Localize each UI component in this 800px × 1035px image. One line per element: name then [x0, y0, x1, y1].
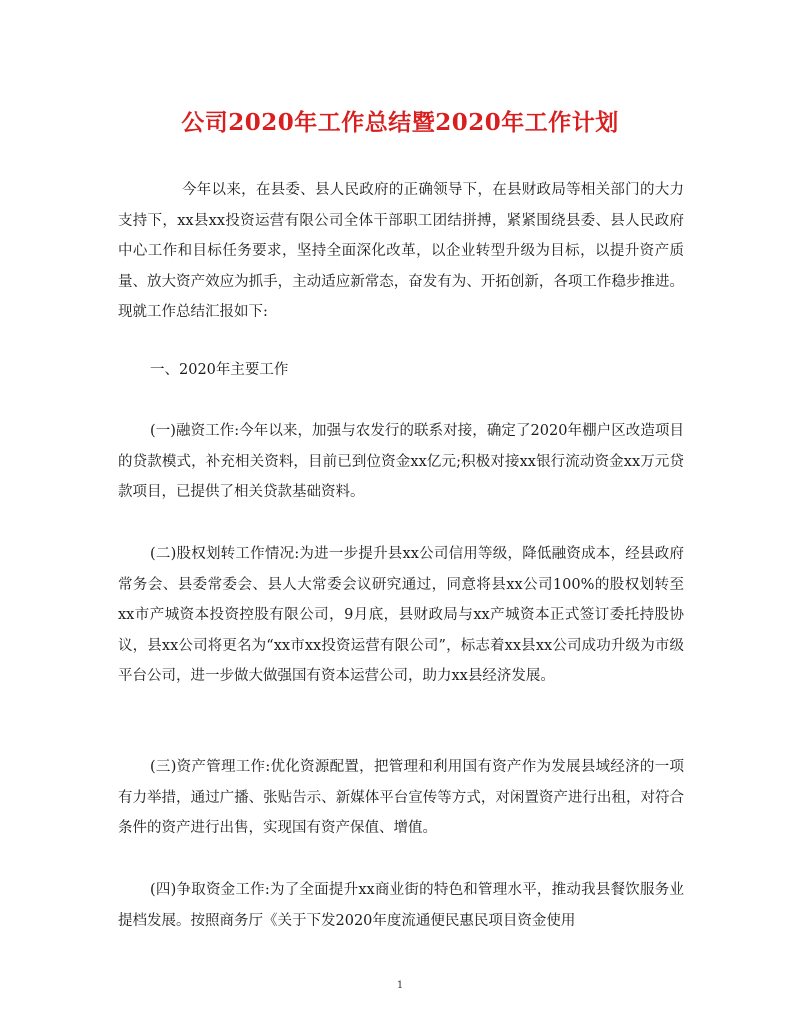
paragraph-asset-management: (三)资产管理工作:优化资源配置，把管理和利用国有资产作为发展县域经济的一项有力举措，通过广播、张贴告示、新媒体平台宣传等方式，对闲置资产进行出租，对符合条件的资产进行出售，实现国有资产保值、增值。 — [118, 759, 684, 836]
paragraph-fund-raising: (四)争取资金工作:为了全面提升xx商业街的特色和管理水平，推动我县餐饮服务业提档发展。按照商务厅《关于下发2020年度流通便民惠民项目资金使用 — [118, 882, 684, 929]
document-title: 公司2020年工作总结暨2020年工作计划 — [181, 109, 619, 136]
paragraph-equity-transfer: (二)股权划转工作情况:为进一步提升县xx公司信用等级，降低融资成本，经县政府常务会、县委常委会、县人大常委会议研究通过，同意将县xx公司100%的股权划转至xx市产城资本投资控股有限公司，9月底，县财政局与xx产城资本正式签订委托持股协议，县xx公司将更名为“xx市xx投资运营有限公司”，标志着xx县xx公司成功升级为市级平台公司，进一步做大做强国有资本运营公司，助力xx县经济发展。 — [118, 546, 684, 684]
paragraph-financing: (一)融资工作:今年以来，加强与农发行的联系对接，确定了2020年棚户区改造项目的贷款模式，补充相关资料，目前已到位资金xx亿元;积极对接xx银行流动资金xx万元贷款项目，已提供了相关贷款基础资料。 — [118, 423, 684, 500]
section-heading: 一、2020年主要工作 — [150, 362, 289, 378]
intro-paragraph: 今年以来，在县委、县人民政府的正确领导下，在县财政局等相关部门的大力支持下，xx县xx投资运营有限公司全体干部职工团结拼搏，紧紧围绕县委、县人民政府中心工作和目标任务要求，坚持全面深化改革，以企业转型升级为目标，以提升资产质量、放大资产效应为抓手，主动适应新常态，奋发有为、开拓创新，各项工作稳步推进。现就工作总结汇报如下: — [118, 182, 684, 320]
page-number: 1 — [396, 980, 404, 991]
